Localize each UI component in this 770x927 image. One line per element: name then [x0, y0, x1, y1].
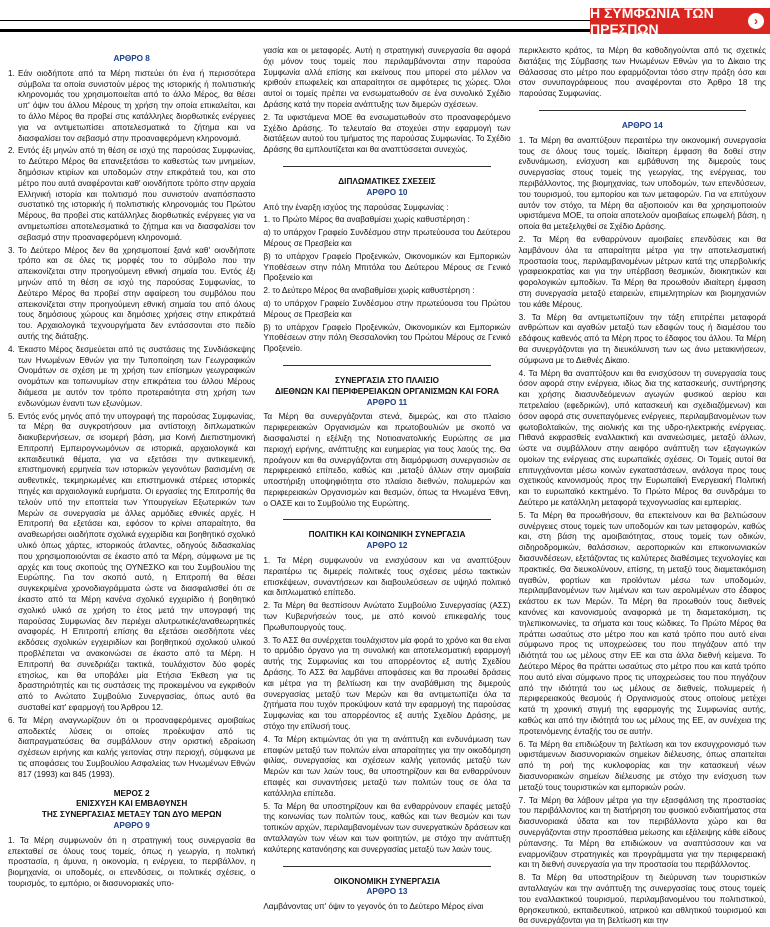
- paragraph: 1. Τα Μέρη συμφωνούν ότι η στρατηγική τους συνεργασία θα επεκταθεί σε όλους τους τομείς, όπως η γεωργία, η πολιτική προστασία, η άμυνα, η οικονομία, η ενέργεια, το περιβάλλον, η βιομηχανία, οι υποδομές, οι επενδύσεις, οι πολιτικές σχέσεις, ο τουρισμός, το εμπόριο, οι διασυνοριακές υπο-: [8, 835, 256, 888]
- list-item: 4. Τα Μέρη εκτιμώντας ότι για τη ανάπτυξη και ενδυνάμωση των επαφών μεταξύ των πολιτών είναι απαραίτητες για την οικοδόμηση φιλίας, συνεργασίας και σχέσεων καλής γειτονιάς μεταξύ των Μερών και των λαών τους, θα υποστηρίζουν και θα ενθαρρύνουν επαφές και συναντήσεις μεταξύ των πολιτών τους σε όλα τα κατάλληλα επίπεδα.: [263, 734, 511, 798]
- list-item: 7. Τα Μέρη θα λάβουν μέτρα για την εξασφάλιση της προστασίας του περιβάλλοντος και τη διατήρηση του φυσικού ενδιαιτήματος στα διασυνοριακά ύδατα και τον περιβάλλοντα χώρο και θα συνεργάζονται στην προσπάθεια μείωσης και εξάλειψης κάθε είδους ρύπανσης. Τα Μέρη θα επιδιώκουν να αναπτύσσουν και να εναρμονίζουν στρατηγικές και προγράμματα για την περιφερειακή και τη διεθνή συνεργασία για την προστασία του περιβάλλοντος.: [518, 795, 766, 870]
- article-heading: ΔΙΠΛΩΜΑΤΙΚΕΣ ΣΧΕΣΕΙΣ ΑΡΘΡΟ 10: [338, 176, 436, 197]
- paragraph: 2. Τα υφιστάμενα ΜΟΕ θα ενσωματωθούν στο προαναφερόμενο Σχέδιο Δράσης. Το τελευταίο θα στοχεύει στην εφαρμογή των διατάξεων αυτού του τμήματος της παρούσας Συμφωνίας. Το Σχέδιο Δράσης θα εμπλουτίζεται και θα αναπτύσσεται συνεχώς.: [263, 112, 511, 155]
- list-item: 5. Τα Μέρη θα υποστηρίζουν και θα ενθαρρύνουν επαφές μεταξύ της κοινωνίας των πολιτών τους, καθώς και των θεσμών και των τοπικών αρχών, περιλαμβανομένων των συνεργατικών δράσεων και ανταλλαγών των νέων και των φοιτητών, με στόχο την ανάπτυξη καλύτερης κατανόησης και συνεργασίας μεταξύ των λαών τους.: [263, 801, 511, 854]
- list-item: 4. Έκαστο Μέρος δεσμεύεται από τις συστάσεις της Συνδιάσκεψης των Ηνωμένων Εθνών για την Τυποποίηση των Γεωγραφικών Ονομάτων σε σχέση με τη χρήση των επίσημων γεωγραφικών ονομάτων και τοπωνυμίων στην επικράτεια του άλλου Μέρους διάμεσα με αυτόν τον τρόπο προτεραιότητα στη χρήση των ενδωνύμων έναντι των εξωνύμων.: [8, 344, 256, 408]
- top-rule: [0, 20, 590, 32]
- divider: [283, 365, 490, 366]
- list-item: 2. το Δεύτερο Μέρος θα αναβαθμίσει χωρίς καθυστέρηση :: [263, 286, 475, 296]
- chevron-right-icon: ›: [748, 13, 764, 29]
- list-item: 3. Τα Μέρη θα αντιμετωπίζουν την τάξη επιτρέπει μεταφορά ανθρώπων και αγαθών μεταξύ των εδαφών τους ή διαμέσου του εδάφους καθενός από τα Μέρη προς το έδαφος του άλλου. Τα Μέρη θα συνεργάζονται για τη διευκόλυνση των ως άνω μετακινήσεων, σύμφωνα με το Διεθνές Δίκαιο.: [518, 312, 766, 365]
- divider: [283, 519, 490, 520]
- article-heading: ΣΥΝΕΡΓΑΣΙΑ ΣΤΟ ΠΛΑΙΣΙΟ ΔΙΕΘΝΩΝ ΚΑΙ ΠΕΡΙΦΕΡΕΙΑΚΩΝ ΟΡΓΑΝΙΣΜΩΝ ΚΑΙ FORA ΑΡΘΡΟ 11: [274, 375, 500, 407]
- list-item: β) το υπάρχον Γραφείο Προξενικών, Οικονομικών και Εμπορικών Υποθέσεων στην πόλη Θεσσαλονίκη του Πρώτου Μέρους σε Γενικό Προξενείο.: [263, 322, 511, 354]
- article-body: [8, 46, 766, 926]
- part-heading: ΜΕΡΟΣ 2 ΕΝΙΣΧΥΣΗ ΚΑΙ ΕΜΒΑΘΥΝΣΗ ΤΗΣ ΣΥΝΕΡΓΑΣΙΑΣ ΜΕΤΑΞΥ ΤΩΝ ΔΥΟ ΜΕΡΩΝ ΑΡΘΡΟ 9: [41, 788, 222, 830]
- list-item: 6. Τα Μέρη αναγνωρίζουν ότι οι προαναφερόμενες αμοιβαίως αποδεκτές λύσεις οι οποίες προέκυψαν από τις διαπραγματεύσεις θα συμβάλλουν στην οριστική εδραίωση σχέσεων ειρήνης και καλής γειτονίας στην περιοχή, σύμφωνα με τις αποφάσεις του Συμβουλίου Ασφαλείας των Ηνωμένων Εθνών 817 (1993) και 845 (1993).: [8, 715, 256, 779]
- article-heading: ΑΡΘΡΟ 8: [113, 54, 150, 63]
- list-item: 2. Τα Μέρη θα θεσπίσουν Ανώτατο Συμβούλιο Συνεργασίας (ΑΣΣ) των Κυβερνήσεών τους, με από κοινού επικεφαλής τους Πρωθυπουργούς τους.: [263, 601, 511, 632]
- list-item: 2. Εντός έξι μηνών από τη θέση σε ισχύ της παρούσας Συμφωνίας, το Δεύτερο Μέρος θα επανεξετάσει το καθεστώς των μνημείων, δημόσιων κτιρίων και υποδομών στην επικράτειά του, και στο μέτρο που αυτά αναφέρονται καθ' οιονδήποτε τρόπο στην αρχαία Ελληνική ιστορία και πολιτισμό που συνιστούν αναπόσπαστο συστατικό της ιστορικής ή πολιτιστικής κληρονομιάς του Πρώτου Μέρους, θα προβεί στις κατάλληλες διορθωτικές ενέργειες για να αντιμετωπίσει αποτελεσματικά το ζήτημα και να διασφαλίσει τον σεβασμό στην προαναφερόμενη κληρονομιά.: [8, 146, 256, 242]
- list-item: 4. Τα Μέρη θα αναπτύξουν και θα ενισχύσουν τη συνεργασία τους όσον αφορά στην ενέργεια, ιδίως δια της κατασκευής, συντήρησης και χρήσης διασυνδεόμενων αγωγών φυσικού αερίου και πετρελαίου (εφεδρικών), υπό κατασκευή και σχεδιαζόμενων) και όσον αφορά στις συνεπαγόμενες ενέργειες, περιλαμβανομένων των φωτοβολταϊκών, της αιολικής και της υδρο-ηλεκτρικής ενέργειας. Πιθανά εκφρασθείς εναλλακτική και ανανεώσιμες, μεταξύ άλλων, ώστε να συμβάλλουν στην αειφόρο ανάπτυξη των εξαγωγικών ομοίων της ενέργειας στις ευρωπαϊκές σχέσεις. Οι Τομείς αυτοί θα επιτυγχάνονται μέσω κοινών εγκαταστάσεων, ανάλογα προς τους σχετικούς κανονισμούς προς την Ευρωπαϊκή Ενεργειακή Πολιτική και το ευρωπαϊκό κεκτημένο. Το Πρώτο Μέρος θα συνδράμει το Δεύτερο με κατάλληλη μεταφορά τεχνογνωσίας και εμπειρίας.: [518, 368, 766, 508]
- list-item: 6. Τα Μέρη θα επιδιώξουν τη βελτίωση και τον εκσυγχρονισμό των υφιστάμενων διασυνοριακών σημείων διέλευσης, όπως απαιτείται από τη ροή της κυκλοφορίας και την κατασκευή νέων διασυνοριακών σημείων διέλευσης με στόχο την ενίσχυση των μεταξύ τους τουριστικών και εμπορικών ροών.: [518, 739, 766, 792]
- list-item: α) το υπάρχον Γραφείο Συνδέσμου στην πρωτεύουσα του Δεύτερου Μέρους σε Πρεσβεία και: [263, 228, 511, 248]
- list-item: 5. Τα Μέρη θα προωθήσουν, θα επεκτείνουν και θα βελτιώσουν συνέργειες στους τομείς των υποδομών και των μεταφορών, καθώς και, στη βάση της αμοιβαιότητας, στους τομείς των οδικών, σιδηροδρομικών, θαλάσσιων, αεροπορικών και επικοινωνιακών διασυνδέσεων, εξετάζοντας τις καλύτερες διαθέσιμες τεχνολογίες και πρακτικές. Θα διευκολύνουν, επίσης, τη μεταξύ τους διαμετακόμιση αγαθών, φορτίων και προϊόντων μέσω των υποδομών, περιλαμβανομένων των λιμένων και των αερολιμένων στο έδαφος εκάστου εκ των Μερών. Τα Μέρη θα προωθούν τους διεθνείς κανόνες και κανονισμούς αναφορικά με τη διαμετακόμιση, τις τηλεπικοινωνίες, τα σήματα και τους κώδικες. Το Πρώτο Μέρος θα πράττει ωσαύτως στο μέτρο που και κατά τρόπο που αυτό είναι σύμφωνο προς τις υποχρεώσεις του που πηγάζουν από την ιδιότητά του ως μέλους στην ΕΕ και στα άλλα διεθνή κείμενα. Το Δεύτερο Μέρος θα πράττει ωσαύτως στο μέτρο που και κατά τρόπο που αυτό είναι σύμφωνο προς τις υποχρεώσεις του που πηγάζουν από την ιδιότητά του ως μέλους σε διεθνείς, πολυμερείς ή περιφερειακούς θεσμούς ή Οργανισμούς στους οποίους μετέχει κατά τη χρονική στιγμή της εφαρμογής της Συμφωνίας αυτής, καθώς και από την ιδιότητά του ως μέλους της ΕΕ, αν συνέχεια της προτεινόμενης ένταξής του σε αυτήν.: [518, 510, 766, 736]
- list-item: 3. Το Δεύτερο Μέρος δεν θα χρησιμοποιεί ξανά καθ' οιονδήποτε τρόπο και σε όλες τις μορφές του το σύμβολο που την απεικονίζεται στην προηγούμενη εθνική σημαία του. Εντός έξι μηνών από τη θέση σε ισχύ της παρούσας Συμφωνίας, το Δεύτερο Μέρος θα προβεί στην αφαίρεση του συμβόλου που απεικονίζεται στην προηγούμενη εθνική σημαία του από όλους τους δημόσιους χώρους και δημόσιες χρήσεις στην επικράτειά του. Αρχαιολογικά τεχνουργήματα δεν εντάσσονται στο πεδίο αυτής της διάταξης.: [8, 245, 256, 341]
- column-2: [263, 46, 510, 914]
- article-heading: ΑΡΘΡΟ 14: [621, 120, 663, 130]
- paragraph: γασία και οι μεταφορές. Αυτή η στρατηγική συνεργασία θα αφορά όχι μόνον τους τομείς που περιλαμβάνονται στην παρούσα Συμφωνία αλλά επίσης και εκείνους που μπορεί στο μέλλον να κριθούν επωφελείς και απαραίτητοι σε αμφότερες τις χώρες. Όλοι αυτοί οι τομείς πρέπει να ενσωματωθούν σε ένα συνολικό Σχέδιο Δράσης κατά την πορεία ανάπτυξης των διμερών σχέσεων.: [263, 46, 511, 109]
- paragraph: περικλειστο κράτος, τα Μέρη θα καθοδηγούνται από τις σχετικές διατάξεις της Σύμβασης των Ηνωμένων Εθνών για το Δίκαιο της Θάλασσας στο μέτρο που εφαρμόζονται τόσο στην πράξη όσο και στον συνυπογράφειους που αναφέρονται στο Άρθρο 18 της παρούσας Συμφωνίας.: [518, 46, 766, 99]
- column-1: [8, 46, 255, 914]
- article-heading: ΠΟΛΙΤΙΚΗ ΚΑΙ ΚΟΙΝΩΝΙΚΗ ΣΥΝΕΡΓΑΣΙΑ ΑΡΘΡΟ 12: [308, 530, 466, 551]
- divider: [539, 110, 746, 111]
- divider: [283, 166, 490, 167]
- list-item: 1. Τα Μέρη θα αναπτύξουν περαιτέρω την οικονομική συνεργασία τους σε όλους τους τομείς. Ιδιαίτερη έμφαση θα δοθεί στην ενδυνάμωση, ενίσχυση και εμβάθυνση της διμερούς τους συνεργασίας στους τομείς της γεωργίας, της ενέργειας, του περιβάλλοντος, της βιομηχανίας, των υποδομών, των επενδύσεων, του τουρισμού, του εμπορίου και των μεταφορών. Για να επιτύχουν αυτόν τον στόχο, τα Μέρη θα αξιοποιούν και θα χρησιμοποιούν υφιστάμενα ΜΟΕ, τα οποία αποτελούν αμοιβαίως επωφελή βάση, η οποία θα μετεξελιχθεί σε Σχέδιο Δράσης.: [518, 135, 766, 232]
- list-item: 5. Εντός ενός μηνός από την υπογραφή της παρούσας Συμφωνίας, τα Μέρη θα συγκροτήσουν μια αντίστοιχη διπλωματικών διακυβερνήσεων, σε ισομερή βάση, μια Κοινή Διεπιστημονική Επιτροπή Εμπειρογνωμόνων σε ιστορικά, αρχαιολογικά και εκπαιδευτικά θέματα, για να εξετάσει την αντικειμενική, επιστημονική ερμηνεία των ιστορικών γεγονότων βασισμένη σε αυθεντικές, τεκμηριωμένες και επιστημονικά στέρεες ιστορικές πηγές και αρχαιολογικά ευρήματα. Οι εργασίες της Επιτροπής θα τελούν υπό την εποπτεία των Υπουργείων Εξωτερικών των Μερών σε συνεργασία με άλλες αρμόδιες εθνικές αρχές. Η Επιτροπή θα εξετάσει και, εφόσον το κρίνει απαραίτητο, θα αναθεωρήσει οιαδήποτε σχολικά εγχειρίδια και βοηθητικό σχολικό υλικό όπως χάρτες, ιστορικούς άτλαντες, οδηγούς διδασκαλίας που χρησιμοποιούνται σε έκαστο από τα Μέρη, σύμφωνα με τις αρχές και τους σκοπούς της ΟΥΝΕΣΚΟ και του Συμβουλίου της Ευρώπης. Για τον σκοπό αυτό, η Επιτροπή θα θέσει συγκεκριμένα χρονοδιαγράμματα ώστε να διασφαλισθεί ότι σε έκαστο από τα Μέρη κανένα σχολικό εγχειρίδιο ή βοηθητικό σχολικό υλικό σε χρήση το έτος μετά την υπογραφή της παρούσας Συμφωνίας δεν περιέχει αλυτρωτικές/αναθεωρητικές αναφορές. Η Επιτροπή επίσης θα εξετάσει οιεσδήποτε νέες εκδόσεις σχολικών εγχειριδίων και βοηθητικού σχολικού υλικού προβλέπεται να ανακοινώσει σε έκαστο από τα Μέρη. Η Επιτροπή θα συνεδριάζει τακτικά, τουλάχιστον δύο φορές ετησίως, και θα υποβάλει μία Ετήσια Έκθεση για τις δραστηριότητές και τις συστάσεις της προκειμένου να εγκριθούν από το Ανώτατο Συμβούλιο Συνεργασίας, όπως αυτό θα συσταθεί κατ' εφαρμογή του Άρθρου 12.: [8, 411, 256, 713]
- list-item: 1. Εάν οιοδήποτε από τα Μέρη πιστεύει ότι ένα ή περισσότερα σύμβολα τα οποία συνιστούν μέρος της ιστορικής ή πολιτιστικής κληρονομιάς του χρησιμοποιείται από το άλλο Μέρος, θα θέσει υπ' όψιν του άλλου Μέρους τη χρήση την οποία επικαλείται, και το άλλο Μέρος θα προβεί στις κατάλληλες διορθωτικές ενέργειες για να αντιμετωπίσει αποτελεσματικά το ζήτημα και να διασφαλίσει τον σεβασμό στην προαναφερόμενη κληρονομιά.: [8, 68, 256, 143]
- paragraph: Από την έναρξη ισχύος της παρούσας Συμφωνίας :: [263, 202, 449, 212]
- list-item: 1. Τα Μέρη συμφωνούν να ενισχύσουν και να αναπτύξουν περαιτέρω τις διμερείς πολιτικές τους σχέσεις μέσω τακτικών επισκέψεων, συναντήσεων και διαβουλεύσεων σε υψηλό πολιτικό και διπλωματικό επίπεδο.: [263, 556, 511, 598]
- column-3: [518, 46, 766, 926]
- article-heading: ΟΙΚΟΝΟΜΙΚΗ ΣΥΝΕΡΓΑΣΙΑ ΑΡΘΡΟ 13: [333, 876, 441, 897]
- list-item: 2. Τα Μέρη θα ενθαρρύνουν αμοιβαίες επενδύσεις και θα λαμβάνουν όλα τα απαραίτητα μέτρα για την αποτελεσματική προστασία τους, περιλαμβανομένων μέτρων κατά της υπερβολικής γραφειοκρατίας και για την υπέρβαση θεσμικών, διοικητικών και φορολογικών εμποδίων. Τα Μέρη θα προωθούν ιδιαίτερη έμφαση στη συνεργασία μεταξύ εταιρειών, επιμελητηρίων και βιομηχανιών του κάθε Μέρους.: [518, 234, 766, 309]
- header-title: Η ΣΥΜΦΩΝΙΑ ΤΩΝ ΠΡΕΣΠΩΝ: [590, 5, 714, 37]
- paragraph: Τα Μέρη θα συνεργάζονται στενά, διμερώς, και στο πλαίσιο περιφερειακών Οργανισμών και πρωτοβουλιών με σκοπό να διασφαλιστεί η εξέλιξη της Νοτιοανατολικής Ευρώπης σε μια περιοχή ειρήνης, ανάπτυξης και ευημερίας για τους λαούς της. Θα προάγουν και θα συνεργάζονται στη διαμόρφωση συνεργασιών σε περιφερειακό επίπεδο, καθώς και ,μεταξύ άλλων στην αμοιβαία υποστήριξη υποψηφιότητα στο πλαίσιο διεθνών, πολυμερών και περιφερειακών Οργανισμών και θεσμών, όπως τα Ηνωμένα Έθνη, ο ΟΑΣΕ και το Συμβούλιο της Ευρώπης.: [263, 412, 511, 508]
- divider: [283, 866, 490, 867]
- section-header: [590, 5, 770, 37]
- list-item: 3. Το ΑΣΣ θα συνέρχεται τουλάχιστον μία φορά το χρόνο και θα είναι το αρμόδιο όργανο για τη συνολική και αποτελεσματική εφαρμογή αυτής της Συμφωνίας και του απορρέοντος εξ αυτής Σχεδίου Δράσης. Το ΑΣΣ θα λαμβάνει αποφάσεις και θα προωθεί δράσεις και μέτρα για τη βελτίωση και την αναβάθμιση της διμερούς συνεργασίας μεταξύ των Μερών και θα αντιμετωπίζει όλα τα ζητήματα που τυχόν προκύψουν κατά την εφαρμογή της παρούσας Συμφωνίας και του απορρέοντος εξ αυτής Σχεδίου Δράσης, με στόχο την επίλυσή τους.: [263, 635, 511, 732]
- list-item: 8. Τα Μέρη θα υποστηρίξουν τη διεύρυνση των τουριστικών ανταλλαγών και την ανάπτυξη της συνεργασίας τους στους τομείς του εναλλακτικού τουρισμού, περιλαμβανομένου του πολιτιστικού, θρησκευτικού, εκπαιδευτικού, ιατρικού και αθλητικού τουρισμού και θα συνεργάζονται για τη βελτίωση και την: [518, 873, 766, 926]
- list-item: β) το υπάρχον Γραφείο Προξενικών, Οικονομικών και Εμπορικών Υποθέσεων στην πόλη Μπιτόλα του Δεύτερου Μέρους σε Γενικό Προξενείο και: [263, 251, 511, 283]
- paragraph: Λαμβάνοντας υπ' όψιν το γεγονός ότι το Δεύτερο Μέρος είναι: [263, 902, 484, 912]
- list-item: α) το υπάρχον Γραφείο Συνδέσμου στην πρωτεύουσα του Πρώτου Μέρους σε Πρεσβεία και: [263, 298, 511, 319]
- list-item: 1. το Πρώτο Μέρος θα αναβαθμίσει χωρίς καθυστέρηση :: [263, 215, 470, 225]
